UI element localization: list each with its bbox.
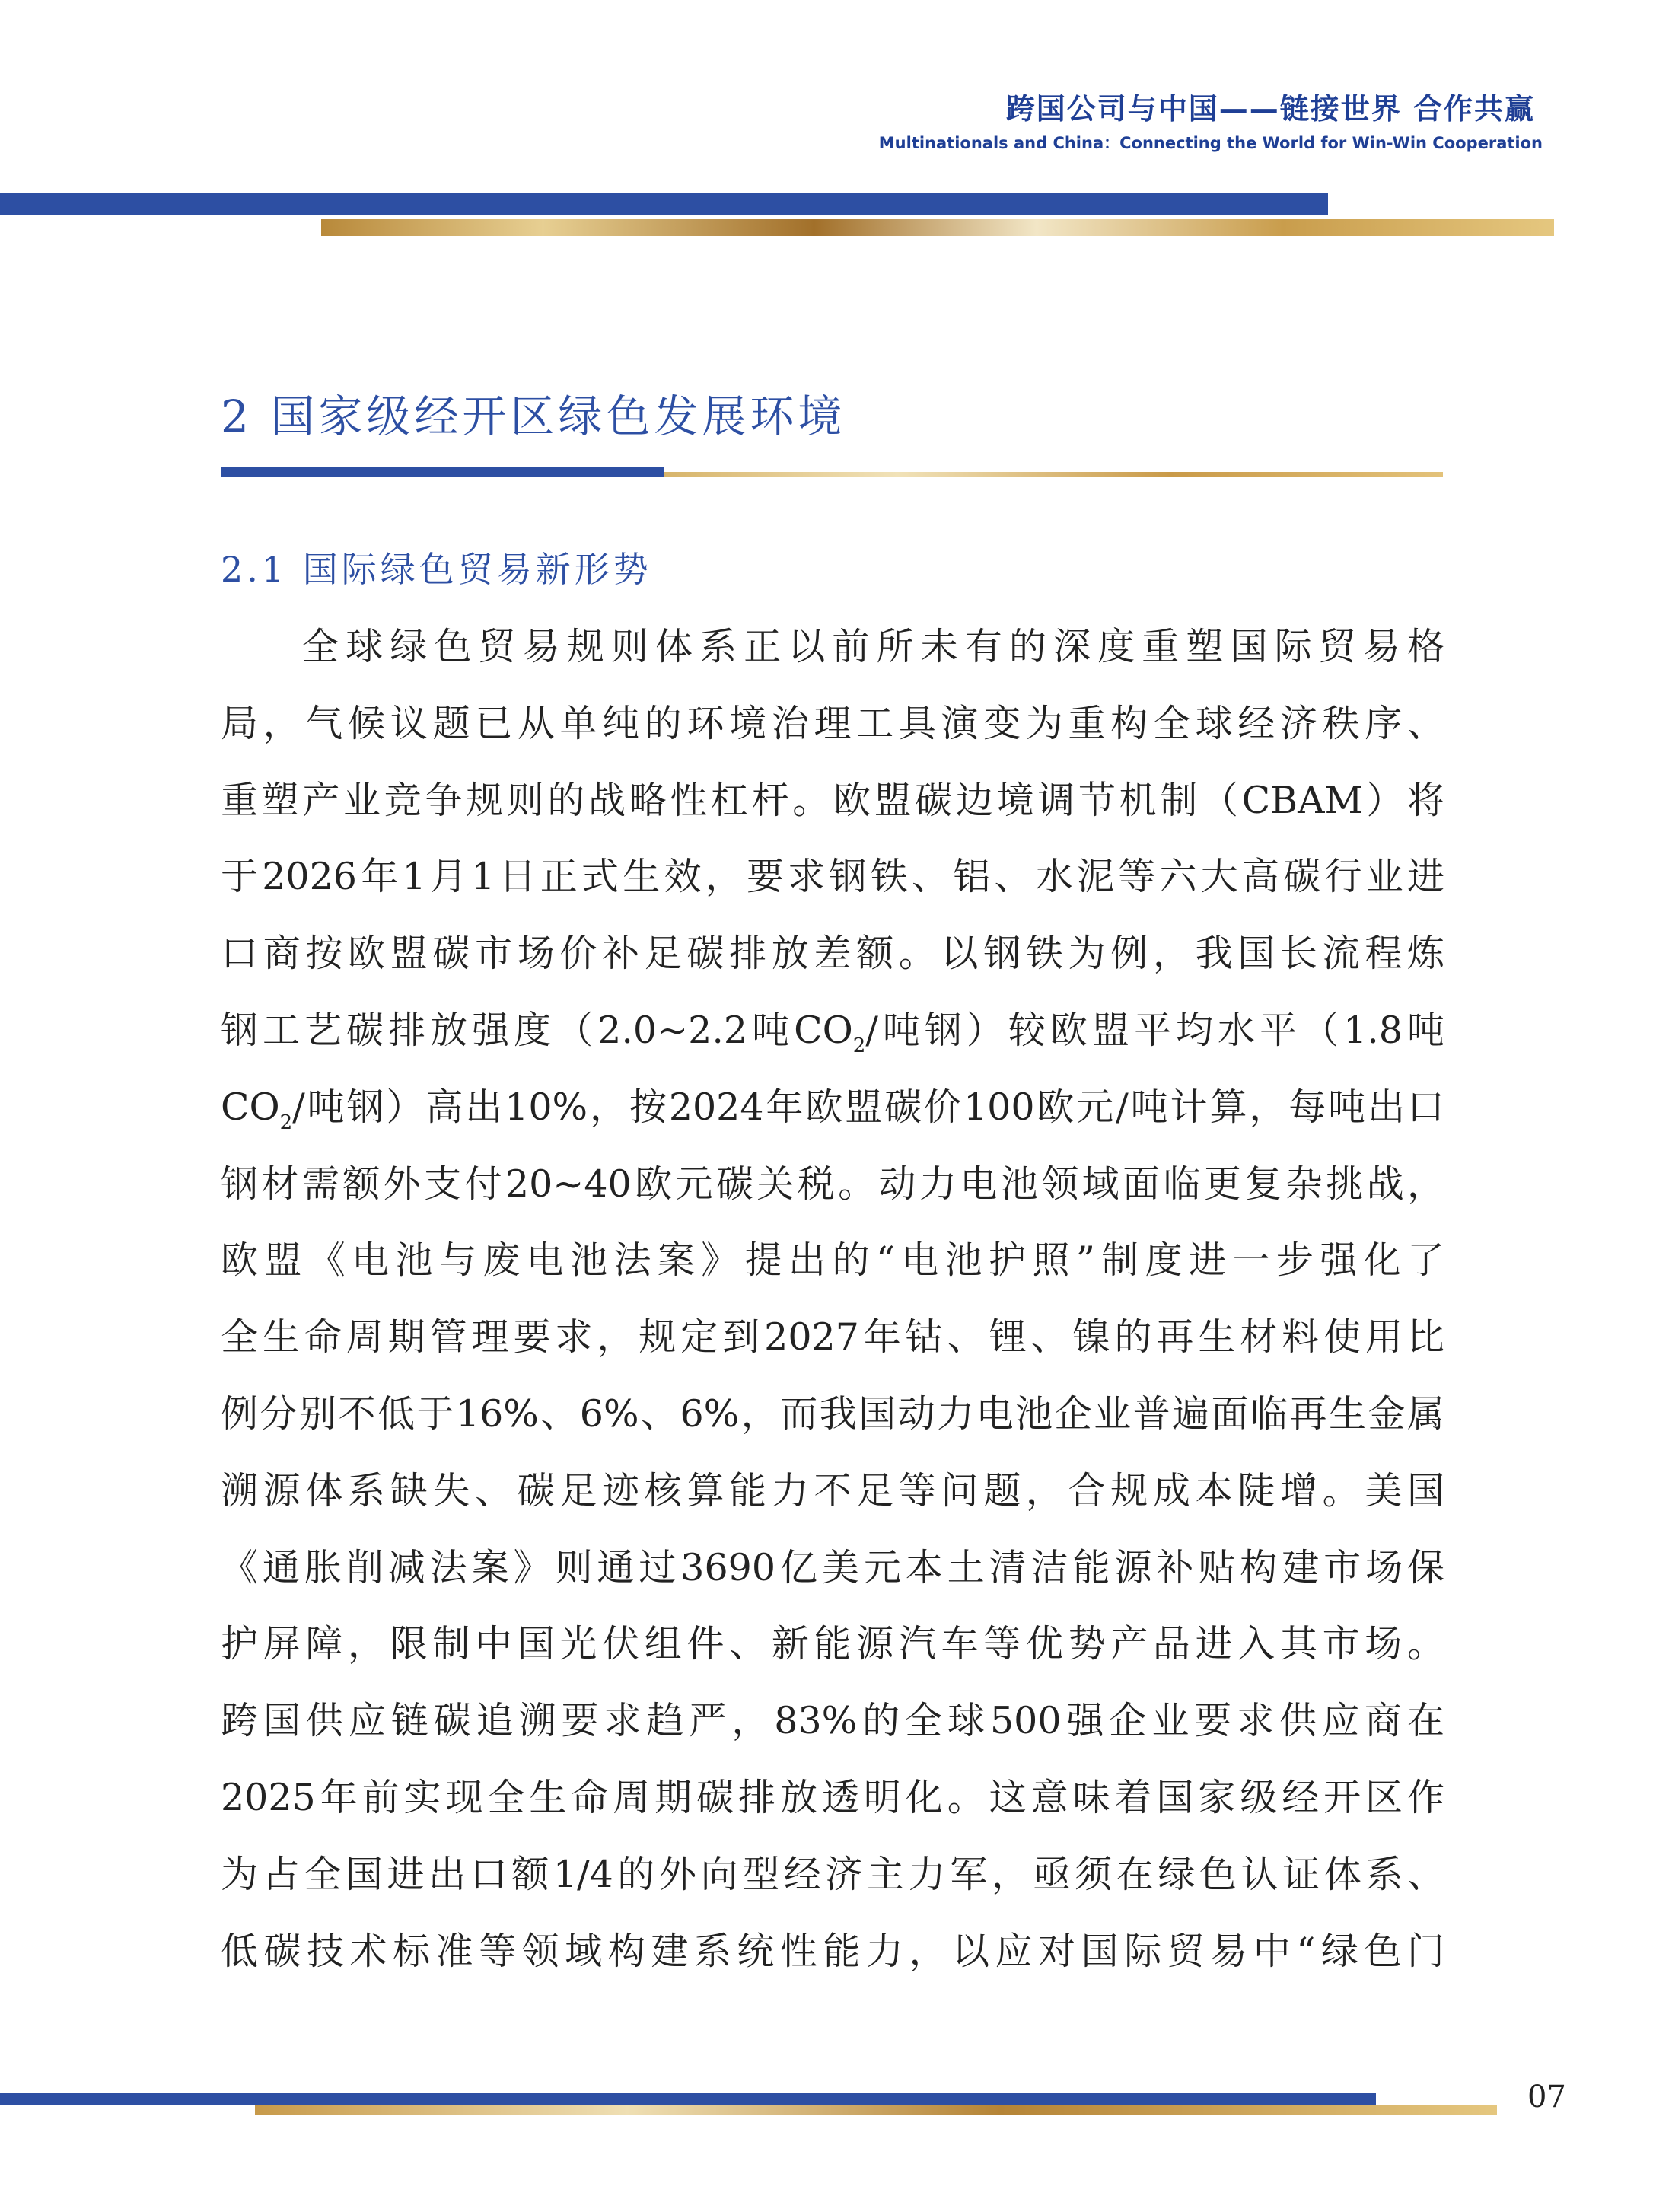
paragraph-line: 欧盟《电池与废电池法案》提出的“电池护照”制度进一步强化了 xyxy=(221,1238,1444,1283)
paragraph-line xyxy=(221,1069,1444,1146)
paragraph-line xyxy=(221,993,1444,1069)
header-title-en: Multinationals and China：Connecting the World for Win-Win Cooperation xyxy=(878,134,1543,152)
paragraph-line: 重塑产业竞争规则的战略性杠杆。欧盟碳边境调节机制（CBAM）将 xyxy=(221,778,1444,822)
paragraph-line: 全生命周期管理要求，规定到2027年钴、锂、镍的再生材料使用比 xyxy=(221,1315,1444,1359)
paragraph-line: 低碳技术标准等领域构建系统性能力，以应对国际贸易中“绿色门 xyxy=(221,1929,1444,1973)
section-title: 2 国家级经开区绿色发展环境 xyxy=(221,390,846,442)
paragraph-line: 于2026年1月1日正式生效，要求钢铁、铝、水泥等六大高碳行业进 xyxy=(221,855,1444,899)
line-segment: /吨钢）较欧盟平均水平（1.8吨 xyxy=(865,1008,1445,1052)
body-paragraph xyxy=(221,609,1444,1990)
paragraph-line: 《通胀削减法案》则通过3690亿美元本土清洁能源补贴构建市场保 xyxy=(221,1545,1444,1589)
line-segment: CO xyxy=(221,1085,280,1129)
paragraph-line: 跨国供应链碳追溯要求趋严，83%的全球500强企业要求供应商在 xyxy=(221,1699,1444,1743)
footer-blue-band xyxy=(0,2093,1376,2105)
footer-gold-band xyxy=(255,2105,1497,2115)
subscript: 2 xyxy=(279,1111,293,1134)
section-title-underline-blue xyxy=(221,467,664,477)
section-title-underline-gold xyxy=(664,472,1443,477)
header-gold-band xyxy=(321,219,1554,236)
line-segment: /吨钢）高出10%，按2024年欧盟碳价100欧元/吨计算，每吨出口 xyxy=(292,1085,1444,1129)
paragraph-line: 口商按欧盟碳市场价补足碳排放差额。以钢铁为例，我国长流程炼 xyxy=(221,932,1444,976)
subsection-title: 2.1 国际绿色贸易新形势 xyxy=(221,549,652,590)
paragraph-line: 例分别不低于16%、6%、6%，而我国动力电池企业普遍面临再生金属 xyxy=(221,1391,1444,1436)
paragraph-line: 溯源体系缺失、碳足迹核算能力不足等问题，合规成本陡增。美国 xyxy=(221,1468,1444,1512)
line-segment: 钢工艺碳排放强度（2.0~2.2吨CO xyxy=(221,1008,853,1052)
header-blue-band xyxy=(0,193,1328,215)
paragraph-line: 2025年前实现全生命周期碳排放透明化。这意味着国家级经开区作 xyxy=(221,1775,1444,1819)
paragraph-line: 护屏障，限制中国光伏组件、新能源汽车等优势产品进入其市场。 xyxy=(221,1622,1444,1666)
paragraph-line: 钢材需额外支付20~40欧元碳关税。动力电池领域面临更复杂挑战， xyxy=(221,1162,1444,1206)
paragraph-line: 局，气候议题已从单纯的环境治理工具演变为重构全球经济秩序、 xyxy=(221,701,1444,745)
page-number: 07 xyxy=(1527,2080,1566,2115)
header-title-cn: 跨国公司与中国——链接世界 合作共赢 xyxy=(1005,92,1535,126)
paragraph-line: 全球绿色贸易规则体系正以前所未有的深度重塑国际贸易格 xyxy=(301,625,1444,668)
subscript: 2 xyxy=(852,1034,866,1057)
paragraph-line: 为占全国进出口额1/4的外向型经济主力军，亟须在绿色认证体系、 xyxy=(221,1852,1444,1896)
